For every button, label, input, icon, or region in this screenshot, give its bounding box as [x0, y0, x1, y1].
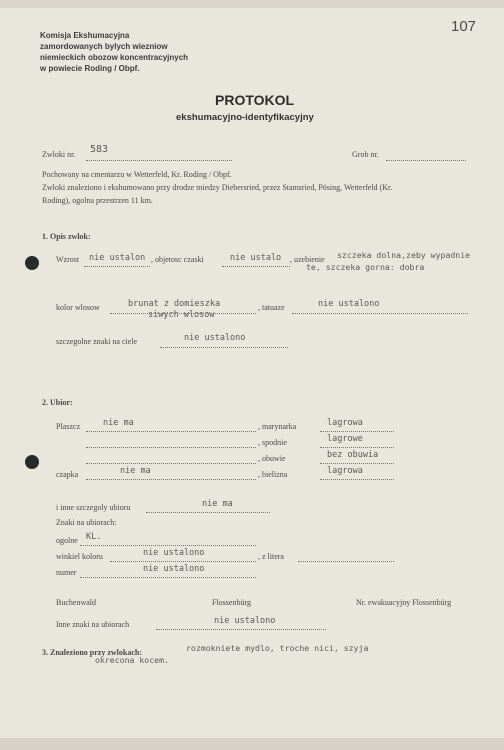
nr-ewakuacyjny-label: Nr. ewakuacyjny Flossenbürg [356, 598, 452, 607]
litera-line [298, 561, 394, 562]
plaszcz-value: nie ma [103, 418, 134, 428]
objetosc-value: nie ustalo [230, 253, 282, 263]
page-edge-bottom [0, 738, 504, 750]
document-title: PROTOKOL [215, 92, 295, 108]
org-line-3: niemieckich obozow koncentracyjnych [40, 53, 189, 62]
marynarka-value: lagrowa [327, 418, 363, 428]
spodnie-line-left [86, 447, 256, 448]
tatuaze-value: nie ustalono [318, 299, 380, 309]
zwloki-value: 583 [90, 144, 109, 155]
plaszcz-label: Plaszcz [56, 422, 80, 431]
znaleziono-text-2: Roding), ogolna przestrzen 11 km. [42, 196, 153, 205]
znaki-label: szczegolne znaki na ciele [56, 337, 138, 346]
objetosc-line [222, 266, 290, 267]
zwloki-line [86, 160, 232, 161]
obuwie-line-left [86, 463, 256, 464]
wzrost-value: nie ustalon [89, 253, 146, 263]
numer-line [80, 577, 256, 578]
obuwie-line [320, 463, 394, 464]
page-number: 107 [451, 18, 477, 35]
znaki-ubior-label: Znaki na ubiorach: [56, 518, 117, 527]
kolor-line [110, 313, 256, 314]
obuwie-value: bez obuwia [327, 450, 379, 460]
tatuaze-label: , tatuaze [258, 303, 285, 312]
buchenwald-label: Buchenwald [56, 598, 96, 607]
uzebienie-value-2: te, szczeka gorna: dobra [306, 262, 425, 272]
plaszcz-line [86, 431, 256, 432]
inne-znaki-label: Inne znaki na ubiorach [56, 620, 130, 629]
inne-szczegoly-value: nie ma [202, 499, 233, 509]
wzrost-line [84, 266, 150, 267]
znaki-value: nie ustalono [184, 333, 246, 343]
inne-szczegoly-label: i inne szczegoly ubioru [56, 503, 131, 512]
marynarka-label: , marynarka [258, 422, 297, 431]
obuwie-label: , obuwie [258, 454, 286, 463]
spodnie-value: lagrowe [327, 434, 363, 444]
section-3-heading: 3. Znaleziono przy zwlokach: [42, 648, 142, 657]
section-1-heading: 1. Opis zwlok: [42, 232, 91, 241]
punch-hole-top [25, 256, 39, 270]
org-line-2: zamordowanych bylych wiezniow [40, 42, 168, 51]
wzrost-label: Wzrost [56, 255, 80, 264]
section-3-value-1: rozmokniete mydlo, troche nici, szyja [186, 643, 369, 653]
bielizna-value: lagrowa [327, 466, 363, 476]
document-subtitle: ekshumacyjno-identyfikacyjny [176, 112, 314, 123]
section-3-value-2: okrecona kocem. [95, 655, 169, 665]
czapka-line [86, 479, 256, 480]
marynarka-line [320, 431, 394, 432]
org-line-4: w powiecie Roding / Obpf. [40, 64, 140, 73]
zwloki-label: Zwloki nr. [42, 150, 76, 159]
inne-szczegoly-line [146, 512, 270, 513]
flossenburg-label: Flossenbürg [212, 598, 251, 607]
spodnie-label: , spodnie [258, 438, 287, 447]
znaki-line [160, 347, 288, 348]
page-edge-top [0, 0, 504, 8]
punch-hole-bottom [25, 455, 39, 469]
numer-value: nie ustalono [143, 564, 205, 574]
numer-label: numer [56, 568, 77, 577]
objetosc-label: , objetosc czaski [151, 255, 204, 264]
znaleziono-text-1: Zwloki znaleziono i ekshumowano przy drodze miedzy Diebersried, przez Stamsried, Pösing, Wetterfeld (Kr. [42, 183, 393, 192]
grob-label: Grob nr. [352, 150, 379, 159]
winkiel-value: nie ustalono [143, 548, 205, 558]
section-2-heading: 2. Ubior: [42, 398, 73, 407]
kolor-value-1: brunat z domieszka [128, 299, 221, 309]
uzebienie-value-1: szczeka dolna,zeby wypadnie [337, 250, 471, 260]
bielizna-line [320, 479, 394, 480]
winkiel-line [110, 561, 256, 562]
inne-znaki-value: nie ustalono [214, 616, 276, 626]
ogolne-value: KL. [86, 532, 102, 542]
ogolne-line [80, 545, 256, 546]
bielizna-label: , bielizna [258, 470, 288, 479]
czapka-value: nie ma [120, 466, 151, 476]
spodnie-line [320, 447, 394, 448]
inne-znaki-line [156, 629, 326, 630]
czapka-label: czapka [56, 470, 79, 479]
uzebienie-label: , uzebienie [290, 255, 325, 264]
litera-label: , z litera [258, 552, 284, 561]
tatuaze-line [292, 313, 468, 314]
ogolne-label: ogolne [56, 536, 78, 545]
winkiel-label: winkiel koloru [56, 552, 103, 561]
kolor-label: kolor wlosow [56, 303, 100, 312]
pochowany-text: Pochowany na cmentarzu w Wetterfeld, Kr. Roding / Obpf. [42, 170, 232, 179]
org-line-1: Komisja Ekshumacyjna [40, 31, 130, 40]
grob-line [386, 160, 466, 161]
kolor-value-2: siwych wlosow [148, 310, 215, 320]
